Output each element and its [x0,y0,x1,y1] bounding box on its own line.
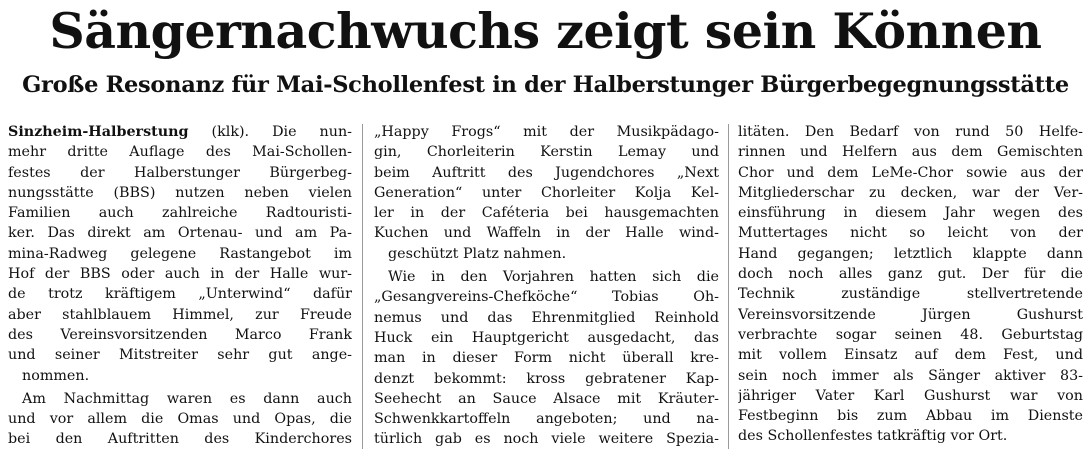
text-line: mehr dritte Auflage des Mai-Schollen- [8,144,352,161]
text-line: „Happy Frogs“ mit der Musikpädago- [374,124,719,140]
text-line: und seiner Mitstreiter sehr gut ange- [8,347,352,364]
text-line: ker. Das direkt am Ortenau- und am Pa- [8,225,352,242]
text-line: „Gesangvereins-Chefköche“ Tobias Oh- [374,289,719,306]
text-line: denzt bekommt: kross gebratener Kap- [374,370,719,387]
text-line: Festbeginn bis zum Abbau im Dienste [738,408,1083,425]
text-line: doch noch alles ganz gut. Der für die [738,266,1083,283]
text-line: nemus und das Ehrenmitglied Reinhold [374,309,719,326]
column-rule [728,124,729,449]
text-line: einsführung in diesem Jahr wegen des [738,205,1083,222]
text-line: Kuchen und Waffeln in der Halle wind- [374,225,719,242]
text-line: des Vereinsvorsitzenden Marco Frank [8,326,352,343]
headline: Sängernachwuchs zeigt sein Können [49,2,1042,60]
text-line: beim Auftritt des Jugendchores „Next [374,164,719,181]
text-line: mit vollem Einsatz auf dem Fest, und [738,347,1083,364]
text-line: jähriger Vater Karl Gushurst war von [738,387,1083,404]
paragraph [8,122,352,386]
text-line: geschützt Platz nahmen. [388,245,567,262]
column-rule [362,124,363,449]
text-line: Generation“ unter Chorleiter Kolja Kel- [374,184,719,201]
subheadline: Große Resonanz für Mai-Schollenfest in der Halberstunger Bürgerbegegnungsstätte [22,72,1069,98]
text-line [8,122,352,142]
text-line: Muttertages nicht so leicht von der [738,225,1083,242]
article-column-1 [8,122,352,452]
text-line: Wie in den Vorjahren hatten sich die [388,269,719,286]
paragraph [374,267,719,450]
text-line: rinnen und Helfern aus dem Gemischten [738,144,1083,161]
text-line: Am Nachmittag waren es dann auch [22,390,352,407]
text-line: litäten. Den Bedarf von rund 50 Helfe- [738,124,1083,140]
text-line: mina-Radweg gelegene Rastangebot im [8,245,352,262]
text-line: Seehecht an Sauce Alsace mit Kräuter- [374,390,719,407]
text-line: Schwenkkartoffeln angeboten; und na- [374,411,719,428]
paragraph [374,122,719,264]
text-line: man in dieser Form nicht überall kre- [374,350,719,367]
text-line: Hand gegangen; letztlich klappte dann [738,245,1083,262]
text-line: festes der Halberstunger Bürgerbeg- [8,164,352,181]
article-column-2 [374,122,719,452]
article-column-3 [738,122,1083,452]
text-line: des Schollenfestes tatkräftig vor Ort. [738,428,1008,445]
text-line: nungsstätte (BBS) nutzen neben vielen [8,184,352,201]
text-line: Huck ein Hauptgericht ausgedacht, das [374,329,719,346]
text-line: verbrachte sogar seinen 48. Geburtstag [738,326,1083,343]
text-line: aber stahlblauem Himmel, zur Freude [8,306,352,323]
dateline: Sinzheim-Halberstung [8,124,189,140]
text-line: Mitgliederschar zu decken, war der Ver- [738,184,1083,201]
paragraph [8,389,352,450]
text-line: ler in der Caféteria bei hausgemachten [374,205,719,222]
text-line: sein noch immer als Sänger aktiver 83- [738,367,1083,384]
text-line: de trotz kräftigem „Unterwind“ dafür [8,286,352,303]
text-line: Chor und dem LeMe-Chor sowie aus der [738,164,1083,181]
text-line: türlich gab es noch viele weitere Spezia- [374,431,719,448]
text-line: Vereinsvorsitzende Jürgen Gushurst [738,306,1083,323]
text-line: Hof der BBS oder auch in der Halle wur- [8,266,352,283]
text-line: Technik zuständige stellvertretende [738,286,1083,303]
text-line: und vor allem die Omas und Opas, die [8,411,352,428]
paragraph [738,122,1083,447]
text-line-fragment: (klk). Die nun- [188,124,352,140]
text-line: nommen. [22,367,90,384]
text-line: Familien auch zahlreiche Radtouristi- [8,205,352,222]
text-line: gin, Chorleiterin Kerstin Lemay und [374,144,719,161]
text-line: bei den Auftritten des Kinderchores [8,431,352,448]
